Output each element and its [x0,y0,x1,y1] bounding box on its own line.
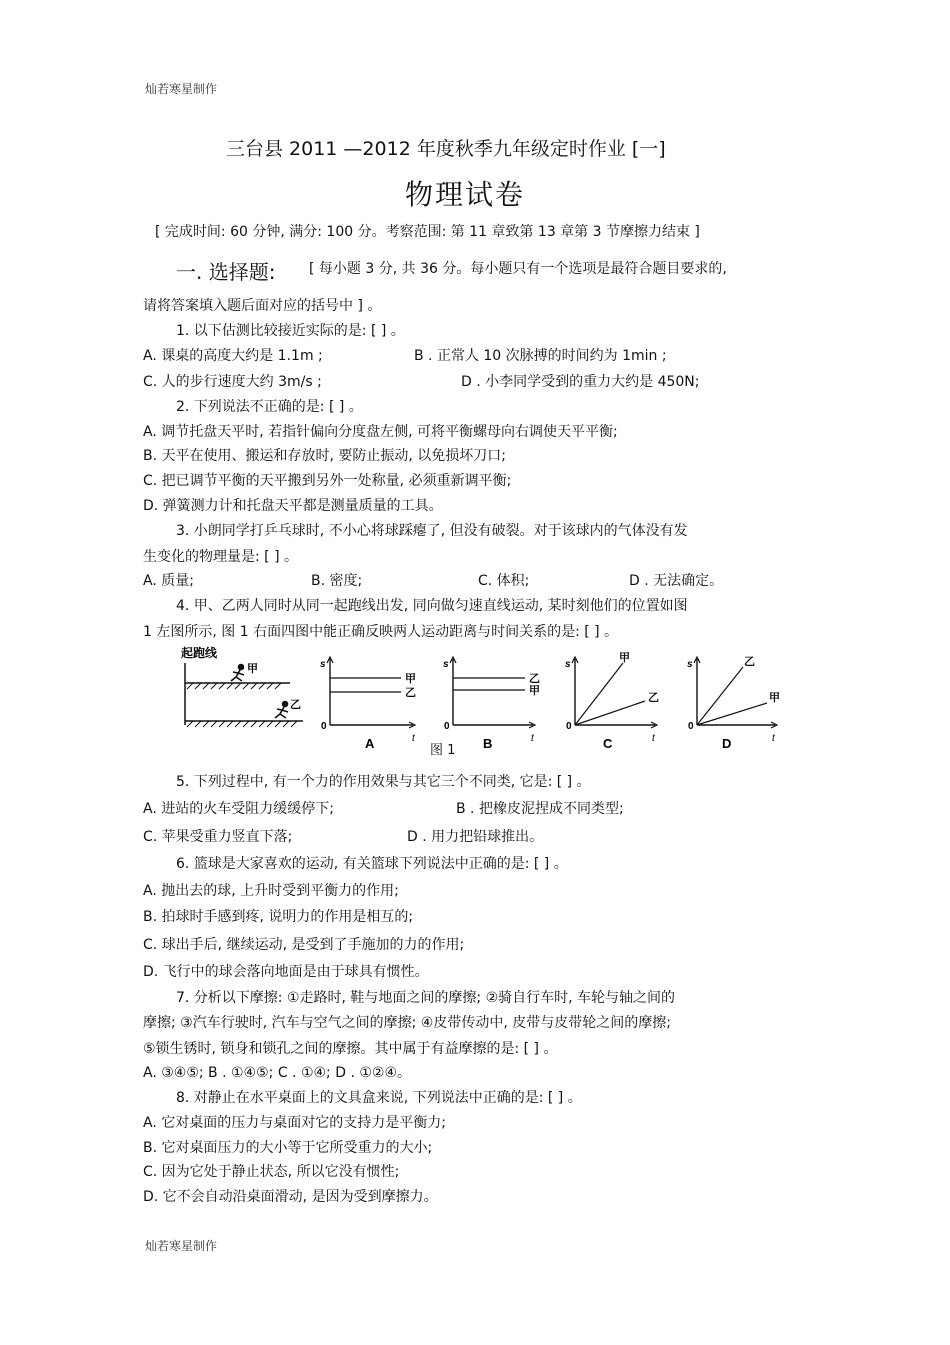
q3-option-c: C. 体积; [478,573,530,589]
graph-d [687,655,780,751]
q1-option-c: C. 人的步行速度大约 3m/s ; [143,374,322,390]
svg-text:t: t [531,733,534,744]
exam-info: [ 完成时间: 60 分钟, 满分: 100 分。考察范围: 第 11 章致第 13 章第 3 节摩擦力结束 ] [155,224,700,240]
start-line-label: 起跑线 [181,646,218,660]
svg-text:t: t [652,733,655,744]
graph-c-label: C [603,736,613,751]
q1-option-a: A. 课桌的高度大约是 1.1m ; [143,348,323,364]
q7-stem-2: 摩擦; ③汽车行驶时, 汽车与空气之间的摩擦; ④皮带传动中, 皮带与皮带轮之间的摩擦; [143,1015,671,1031]
svg-text:0: 0 [688,721,694,732]
q5-option-c: C. 苹果受重力竖直下落; [143,829,293,845]
svg-text:t: t [772,733,775,744]
page-footer: 灿若寒星制作 [145,1239,218,1253]
svg-text:s: s [687,659,693,670]
exam-title-line: 三台县 2011 —2012 年度秋季九年级定时作业 [一] [226,138,666,160]
q2-option-a: A. 调节托盘天平时, 若指针偏向分度盘左侧, 可将平衡螺母向右调使天平平衡; [143,424,618,440]
svg-text:乙: 乙 [648,692,659,704]
svg-text:0: 0 [321,721,327,732]
figure-1 [175,645,785,755]
start-line-diagram [181,645,303,727]
q6-option-c: C. 球出手后, 继续运动, 是受到了手施加的力的作用; [143,937,465,953]
svg-text:甲: 甲 [529,685,540,697]
runner-yi-icon [275,702,288,719]
paper-title: 物理试卷 [405,178,526,211]
section-instruction-2: 请将答案填入题后面对应的括号中 ] 。 [143,298,382,314]
q6-stem: 6. 篮球是大家喜欢的运动, 有关篮球下列说法中正确的是: [ ] 。 [176,856,568,872]
q1-option-b: B . 正常人 10 次脉搏的时间约为 1min ; [414,348,667,364]
q2-option-b: B. 天平在使用、搬运和存放时, 要防止振动, 以免损坏刀口; [143,448,507,464]
q5-option-b: B . 把橡皮泥捏成不同类型; [456,801,624,817]
q2-option-d: D. 弹簧测力计和托盘天平都是测量质量的工具。 [143,498,443,514]
q3-stem-2: 生变化的物理量是: [ ] 。 [143,549,298,565]
q8-option-a: A. 它对桌面的压力与桌面对它的支持力是平衡力; [143,1115,446,1131]
runner-jia-label: 甲 [247,663,258,675]
runner-jia-icon [231,665,244,682]
section-instruction-1: [ 每小题 3 分, 共 36 分。每小题只有一个选项是最符合题目要求的, [309,261,727,277]
section-heading: 一. 选择题: [176,260,276,284]
q6-option-d: D. 飞行中的球会落向地面是由于球具有惯性。 [143,964,429,980]
svg-text:0: 0 [566,721,572,732]
svg-text:甲: 甲 [619,652,630,664]
svg-text:甲: 甲 [769,692,780,704]
q7-stem-3: ⑤锁生锈时, 锁身和锁孔之间的摩擦。其中属于有益摩擦的是: [ ] 。 [143,1041,558,1057]
graph-d-label: D [722,736,732,751]
q5-stem: 5. 下列过程中, 有一个力的作用效果与其它三个不同类, 它是: [ ] 。 [176,774,591,790]
graph-b [443,657,540,751]
q1-stem: 1. 以下估测比较接近实际的是: [ ] 。 [176,323,405,339]
q3-stem-1: 3. 小朗同学打乒乓球时, 不小心将球踩瘪了, 但没有破裂。对于该球内的气体没有发 [176,523,688,539]
runner-yi-label: 乙 [290,699,301,711]
q3-option-a: A. 质量; [143,573,194,589]
q2-stem: 2. 下列说法不正确的是: [ ] 。 [176,399,363,415]
q3-option-d: D . 无法确定。 [629,573,724,589]
q1-option-d: D . 小李同学受到的重力大约是 450N; [461,374,700,390]
svg-text:乙: 乙 [529,673,540,685]
q6-option-a: A. 抛出去的球, 上升时受到平衡力的作用; [143,883,399,899]
q8-option-c: C. 因为它处于静止状态, 所以它没有惯性; [143,1164,400,1180]
svg-text:s: s [320,659,326,670]
q5-option-a: A. 进站的火车受阻力缓缓停下; [143,801,334,817]
figure-1-caption: 图 1 [430,743,456,758]
svg-text:乙: 乙 [405,687,416,699]
q4-stem-2: 1 左图所示, 图 1 右面四图中能正确反映两人运动距离与时间关系的是: [ ] 。 [143,624,619,640]
graph-a-label: A [365,736,375,751]
graph-c [565,651,659,751]
svg-text:s: s [443,659,449,670]
q4-stem-1: 4. 甲、乙两人同时从同一起跑线出发, 同向做匀速直线运动, 某时刻他们的位置如图 [176,598,688,614]
q8-option-d: D. 它不会自动沿桌面滑动, 是因为受到摩擦力。 [143,1189,438,1205]
svg-text:s: s [565,659,571,670]
q7-stem-1: 7. 分析以下摩擦: ①走路时, 鞋与地面之间的摩擦; ②骑自行车时, 车轮与轴之间的 [176,990,676,1006]
q6-option-b: B. 拍球时手感到疼, 说明力的作用是相互的; [143,909,414,925]
svg-text:t: t [412,733,415,744]
svg-text:甲: 甲 [405,673,416,685]
q8-option-b: B. 它对桌面压力的大小等于它所受重力的大小; [143,1140,433,1156]
graph-b-label: B [483,736,493,751]
q7-options: A. ③④⑤; B . ①④⑤; C . ①④; D . ①②④。 [143,1065,412,1081]
q5-option-d: D . 用力把铅球推出。 [407,829,544,845]
q2-option-c: C. 把已调节平衡的天平搬到另外一处称量, 必须重新调平衡; [143,473,512,489]
page-header: 灿若寒星制作 [145,82,218,96]
svg-text:乙: 乙 [744,656,755,668]
q8-stem: 8. 对静止在水平桌面上的文具盒来说, 下列说法中正确的是: [ ] 。 [176,1090,582,1106]
q3-option-b: B. 密度; [311,573,363,589]
svg-text:0: 0 [444,721,450,732]
graph-a [320,657,416,751]
